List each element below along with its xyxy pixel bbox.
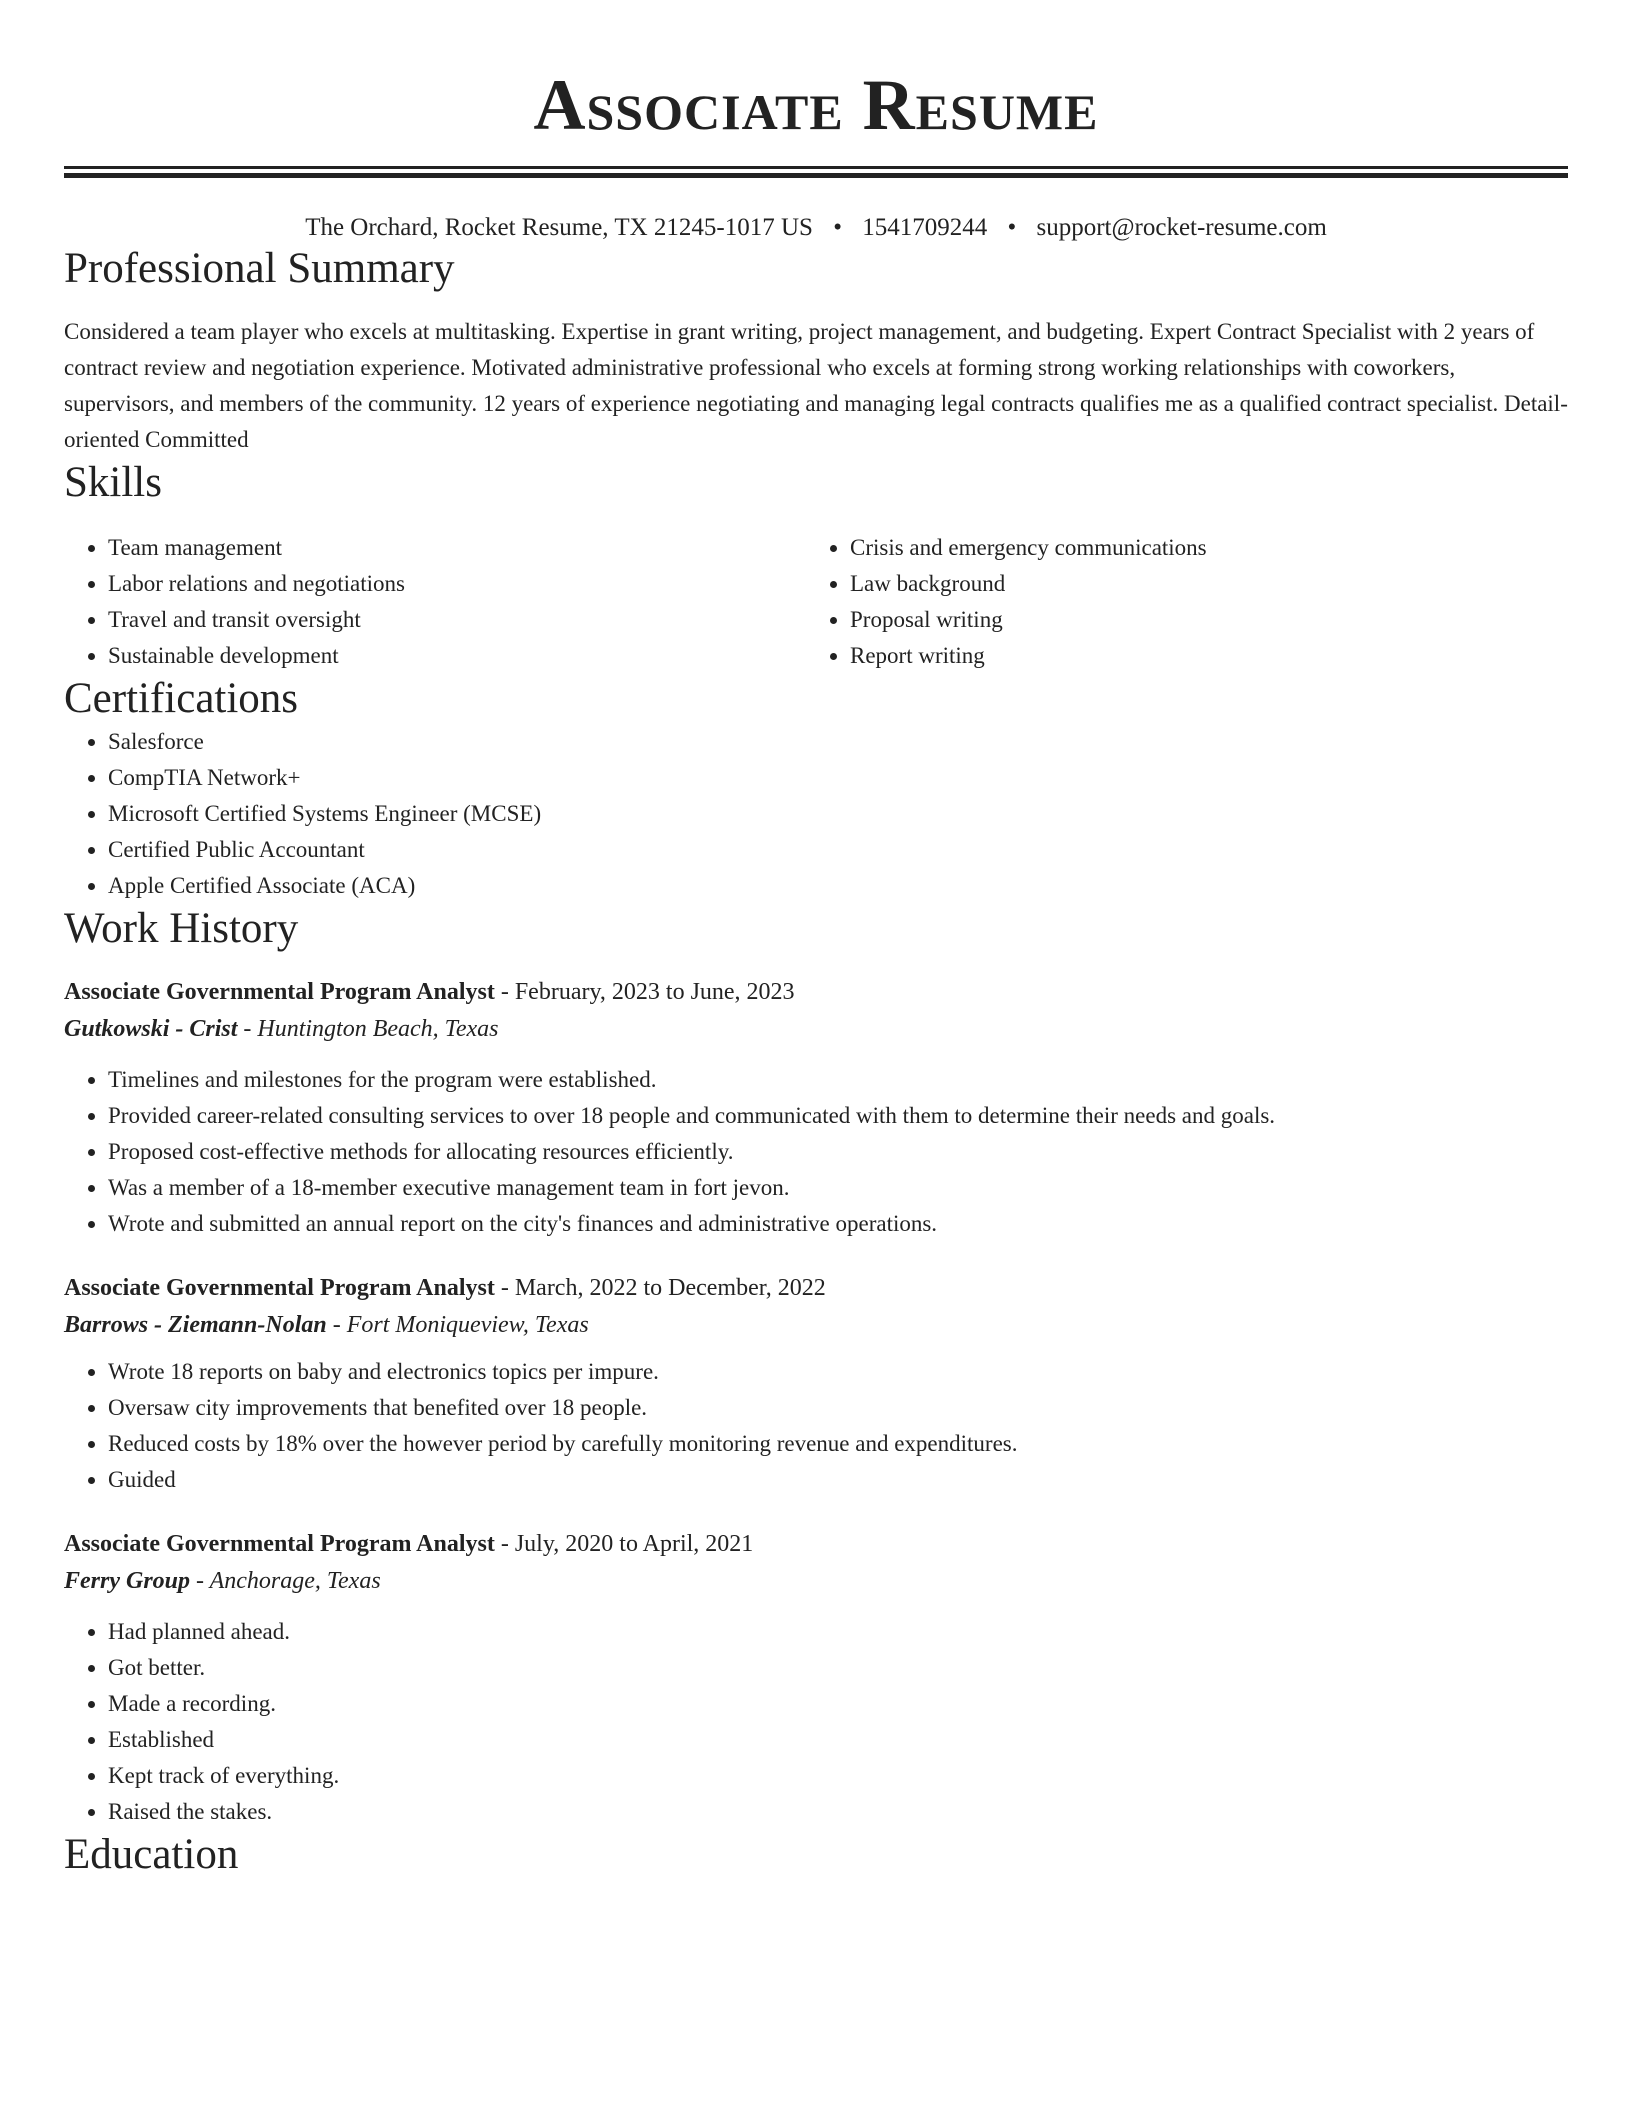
skill-item: • Law background <box>850 566 1548 602</box>
contact-phone: 1541709244 <box>862 214 988 241</box>
skill-item: • Sustainable development <box>108 638 806 674</box>
title-divider-thin <box>64 166 1568 169</box>
job-bullets <box>64 1354 1568 1498</box>
contact-separator: • <box>1007 214 1017 241</box>
certification-item: • Salesforce <box>108 724 1568 760</box>
skills-heading: Skills <box>64 459 162 506</box>
certification-item: • CompTIA Network+ <box>108 760 1568 796</box>
job-header <box>64 974 1568 1010</box>
job-dates: - February, 2023 to June, 2023 <box>494 979 795 1005</box>
skill-item: • Travel and transit oversight <box>108 602 806 638</box>
job-company: Ferry Group <box>64 1568 191 1594</box>
skill-item: • Crisis and emergency communications <box>850 530 1548 566</box>
job-bullets <box>64 1614 1568 1830</box>
job-role: Associate Governmental Program Analyst <box>64 979 495 1005</box>
job-bullet: • Raised the stakes. <box>108 1794 1568 1830</box>
resume-title: Associate Resume <box>533 65 1099 145</box>
job-bullet: • Had planned ahead. <box>108 1614 1568 1650</box>
contact-line <box>64 212 1568 244</box>
job-bullet: • Wrote and submitted an annual report on the city's finances and administrative operations. <box>108 1206 1568 1242</box>
certification-item: • Apple Certified Associate (ACA) <box>108 868 1568 904</box>
job-bullet: • Made a recording. <box>108 1686 1568 1722</box>
job-bullet: • Was a member of a 18-member executive management team in fort jevon. <box>108 1170 1568 1206</box>
job-location: - Anchorage, Texas <box>190 1568 381 1594</box>
job-bullet: • Established <box>108 1722 1568 1758</box>
job-location: - Huntington Beach, Texas <box>237 1016 499 1042</box>
skills-left-list <box>64 530 806 674</box>
job-header <box>64 1270 1568 1306</box>
job-bullet: • Kept track of everything. <box>108 1758 1568 1794</box>
skill-item: • Report writing <box>850 638 1548 674</box>
job-employer <box>64 1306 1568 1344</box>
job-role: Associate Governmental Program Analyst <box>64 1275 495 1301</box>
job-bullets <box>64 1062 1568 1242</box>
title-divider-thick <box>64 173 1568 178</box>
job-company: Barrows - Ziemann-Nolan <box>64 1312 327 1338</box>
resume-page <box>64 0 1568 1880</box>
certifications-heading: Certifications <box>64 675 299 722</box>
certifications-list <box>64 724 1568 904</box>
job-entry <box>64 1270 1568 1498</box>
job-bullet: • Timelines and milestones for the program were established. <box>108 1062 1568 1098</box>
skills-right-list <box>806 530 1548 674</box>
job-header <box>64 1526 1568 1562</box>
education-heading: Education <box>64 1831 239 1878</box>
summary-heading: Professional Summary <box>64 245 455 292</box>
job-employer <box>64 1010 1568 1048</box>
job-dates: - July, 2020 to April, 2021 <box>494 1531 754 1557</box>
job-bullet: • Reduced costs by 18% over the however period by carefully monitoring revenue and expenditures. <box>108 1426 1568 1462</box>
skill-item: • Proposal writing <box>850 602 1548 638</box>
skill-item: • Labor relations and negotiations <box>108 566 806 602</box>
job-company: Gutkowski - Crist <box>64 1016 238 1042</box>
skills-columns <box>64 530 1568 674</box>
job-entry <box>64 974 1568 1242</box>
job-bullet: • Provided career-related consulting services to over 18 people and communicated with them to determine their needs and goals. <box>108 1098 1568 1134</box>
skill-item: • Team management <box>108 530 806 566</box>
certification-item: • Microsoft Certified Systems Engineer (MCSE) <box>108 796 1568 832</box>
job-bullet: • Proposed cost-effective methods for allocating resources efficiently. <box>108 1134 1568 1170</box>
certification-item: • Certified Public Accountant <box>108 832 1568 868</box>
job-location: - Fort Moniqueview, Texas <box>326 1312 589 1338</box>
job-dates: - March, 2022 to December, 2022 <box>494 1275 826 1301</box>
work-history-heading: Work History <box>64 905 299 952</box>
contact-email: support@rocket-resume.com <box>1036 214 1327 241</box>
summary-text: Considered a team player who excels at multitasking. Expertise in grant writing, project management, and budgeting. Expert Contract Specialist with 2 years of contract review and negotiation experience. Motivated administrative professional who excels at forming strong working relationships with coworkers, supervisors, and members of the community. 12 years of experience negotiating and managing legal contracts qualifies me as a qualified contract specialist. Detail-oriented Committed <box>64 319 1568 452</box>
job-bullet: • Got better. <box>108 1650 1568 1686</box>
job-bullet: • Guided <box>108 1462 1568 1498</box>
contact-address: The Orchard, Rocket Resume, TX 21245-1017 US <box>305 214 813 241</box>
job-role: Associate Governmental Program Analyst <box>64 1531 495 1557</box>
contact-separator: • <box>833 214 842 241</box>
job-bullet: • Oversaw city improvements that benefited over 18 people. <box>108 1390 1568 1426</box>
job-bullet: • Wrote 18 reports on baby and electronics topics per impure. <box>108 1354 1568 1390</box>
job-employer <box>64 1562 1568 1600</box>
job-entry <box>64 1526 1568 1830</box>
